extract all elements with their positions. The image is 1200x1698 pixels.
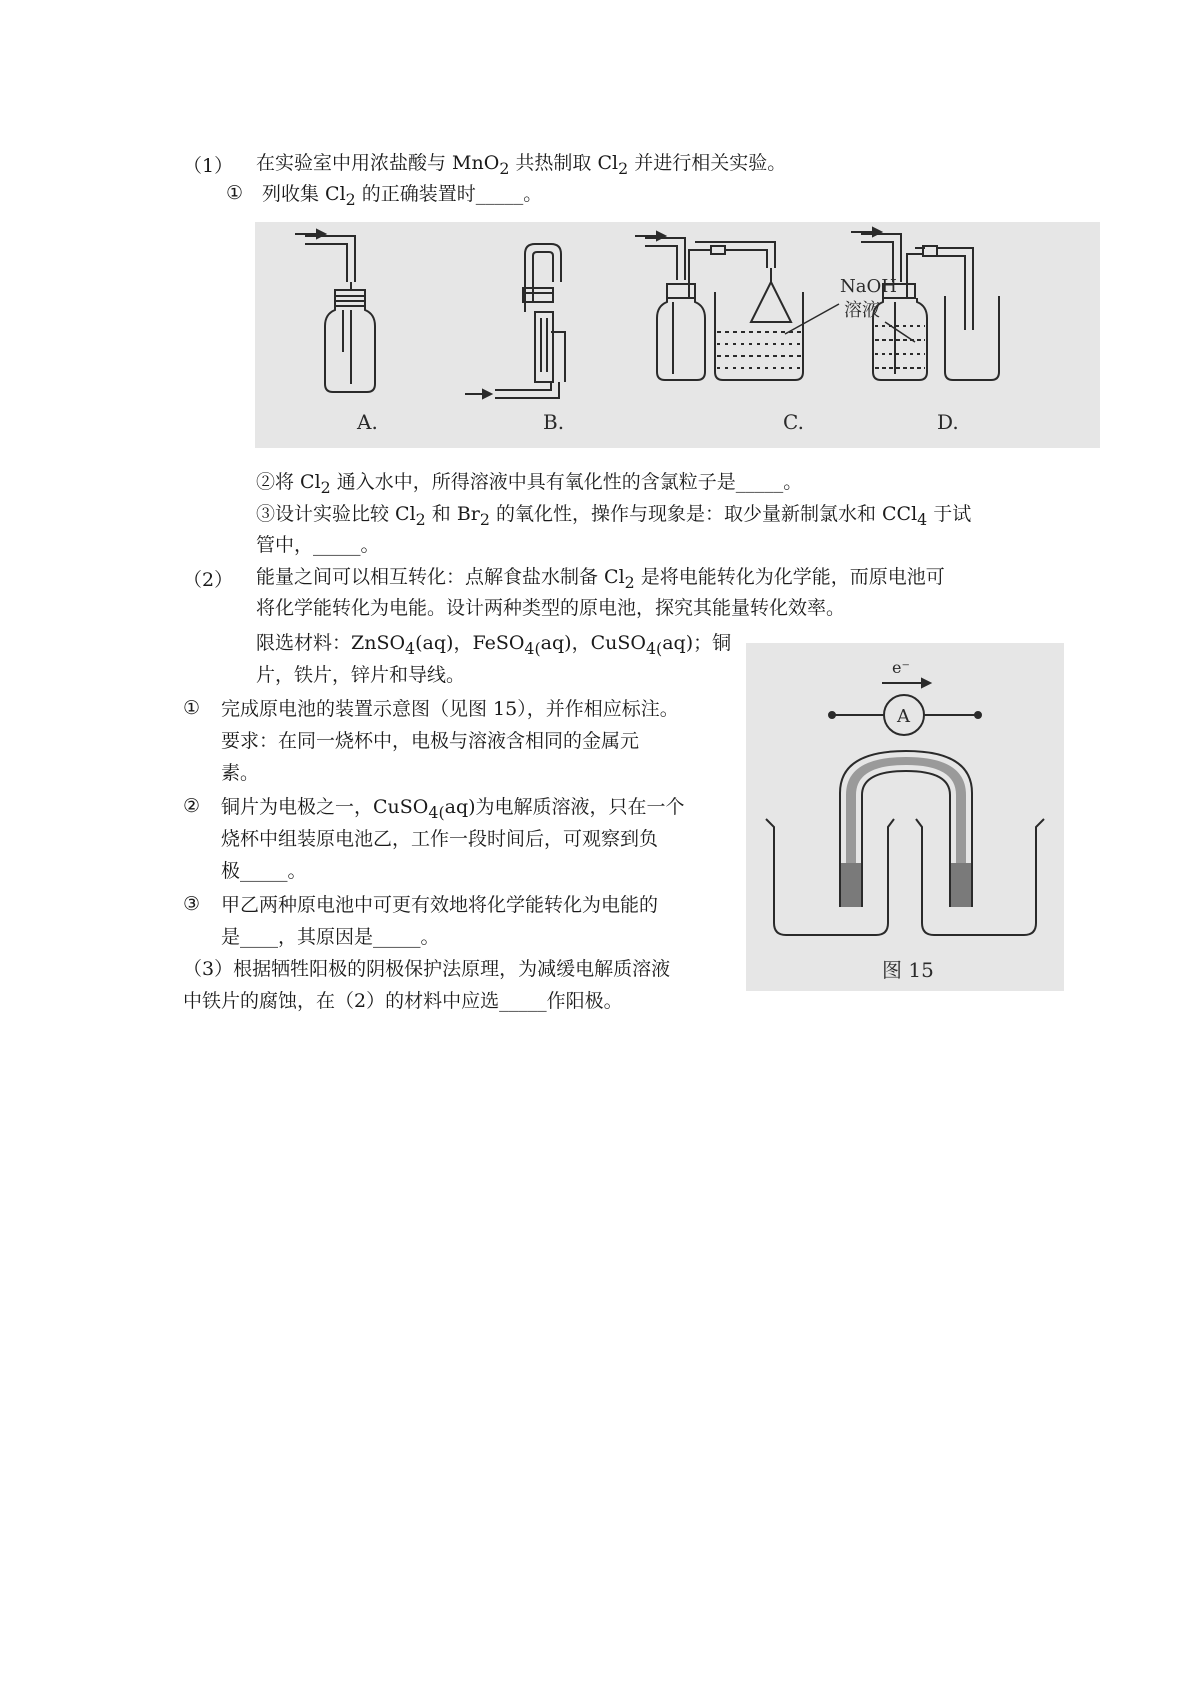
ammeter-label: A <box>897 706 910 727</box>
q3-line: 中铁片的腐蚀，在（2）的材料中应选_____作阳极。 <box>183 990 623 1012</box>
q2-item2-line: 烧杯中组装原电池乙，工作一段时间后，可观察到负 <box>221 828 659 850</box>
figure-15 <box>746 643 1064 991</box>
right-beaker <box>916 819 1044 935</box>
q2-item2-line: 极_____。 <box>221 860 307 882</box>
q3-line: （3）根据牺牲阳极的阴极保护法原理，为减缓电解质溶液 <box>183 958 671 980</box>
solution-label: 溶液 <box>844 300 880 321</box>
naoh-label: NaOH <box>840 276 897 297</box>
q2-item1-number: ① <box>183 697 201 719</box>
q1-sub3-line1: ③设计实验比较 $Cl_2$ 和 $Br_2$ 的氧化性，操作与现象是：取少量新制氯水和 CCl$_4$ 于试 <box>256 503 972 529</box>
q2-item2-line1: 铜片为电极之一，CuSO$_{4(}$aq)为电解质溶液，只在一个 <box>221 796 685 822</box>
apparatus-b <box>465 244 565 398</box>
q1-intro: 在实验室中用浓盐酸与 MnO$_2$ 共热制取 $Cl_2$ 并进行相关实验。 <box>256 152 787 178</box>
q2-materials-line1: 限选材料：ZnSO$_4$(aq)，FeSO$_{4(}$aq)，CuSO$_{4(}$aq)；铜 <box>256 632 732 658</box>
q2-item2-number: ② <box>183 795 201 817</box>
q2-item1-line: 完成原电池的装置示意图（见图 15），并作相应标注。 <box>221 698 679 720</box>
q2-materials-line2: 片，铁片，锌片和导线。 <box>256 664 466 686</box>
label-b: B. <box>543 410 565 434</box>
q1-sub1-number: ① <box>226 182 244 204</box>
q2-item3-line: 甲乙两种原电池中可更有效地将化学能转化为电能的 <box>221 894 659 916</box>
q2-item3-line: 是____，其原因是_____。 <box>221 926 440 948</box>
q2-number: （2） <box>183 569 234 591</box>
apparatus-a <box>295 230 375 392</box>
gas-collection-figure <box>255 222 1100 448</box>
apparatus-c <box>635 232 803 380</box>
q2-line2: 将化学能转化为电能。设计两种类型的原电池，探究其能量转化效率。 <box>256 597 846 619</box>
label-a: A. <box>357 410 378 434</box>
q2-line1: 能量之间可以相互转化：点解食盐水制备 $Cl_2$ 是将电能转化为化学能，而原电池可 <box>256 566 945 592</box>
left-beaker <box>766 819 894 935</box>
q1-number: （1） <box>183 155 234 177</box>
label-d: D. <box>937 410 959 434</box>
q1-sub3-line2: 管中，_____。 <box>256 534 380 556</box>
electron-label: e⁻ <box>892 658 910 677</box>
q2-item3-number: ③ <box>183 893 201 915</box>
q1-sub2-text: ②将 $Cl_2$ 通入水中，所得溶液中具有氧化性的含氯粒子是_____。 <box>256 471 803 497</box>
figure-15-caption: 图 15 <box>882 958 934 982</box>
q2-item1-line: 素。 <box>221 762 260 784</box>
q2-item1-line: 要求：在同一烧杯中，电极与溶液含相同的金属元 <box>221 730 640 752</box>
label-c: C. <box>783 410 804 434</box>
q1-sub1-text: 列收集 $Cl_2$ 的正确装置时_____。 <box>262 183 543 209</box>
